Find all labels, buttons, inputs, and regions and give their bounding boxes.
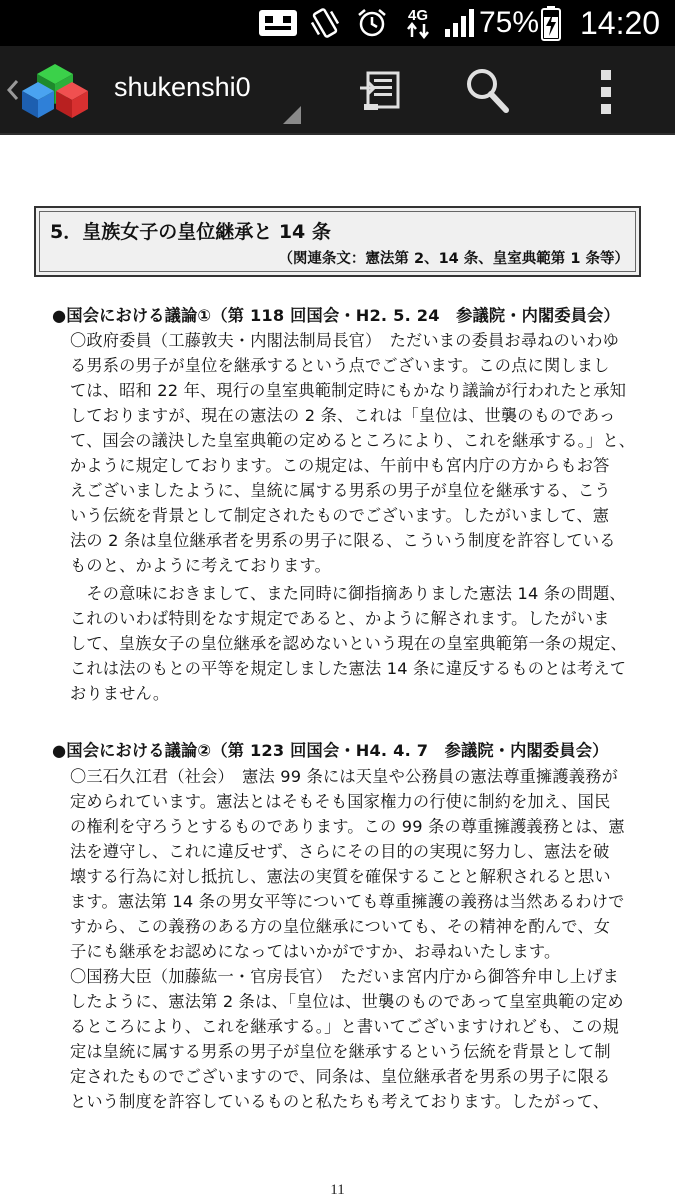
document-title[interactable]: shukenshi0 (114, 72, 251, 102)
section-title: 5．皇族女子の皇位継承と 14 条 (50, 221, 331, 243)
text-line: すから、この義務のある方の皇位継承についても、その精神を酌んで、女 (70, 917, 611, 936)
app-bar (0, 46, 675, 135)
overflow-menu-icon (590, 66, 624, 120)
text-line: したように、憲法第 2 条は、「皇位は、世襲のものであって皇室典範の定め (70, 992, 624, 1011)
text-line: 定は皇統に属する男系の男子が皇位を継承するという伝統を背景として制 (70, 1042, 611, 1061)
status-bar (0, 0, 675, 46)
text-line: しておりますが、現在の憲法の 2 条、これは「皇位は、世襲のものであっ (70, 406, 616, 425)
text-line: の権利を守ろうとするものであります。この 99 条の尊重擁護義務とは、憲 (70, 817, 625, 836)
page-number: 11 (330, 1182, 345, 1198)
text-line: て、国会の議決した皇室典範の定めるところにより、これを継承する。」と、 (70, 431, 636, 450)
app-logo-icon (22, 60, 88, 122)
vibrate-icon (310, 0, 340, 46)
text-line: 〇三石久江君（社会） 憲法 99 条には天皇や公務員の憲法尊重擁護義務が (70, 767, 618, 786)
4g-icon (400, 0, 436, 46)
text-line: いう伝統を背景として制定されたものでございます。したがいまして、憲 (70, 506, 610, 525)
network-label: 4G (407, 7, 429, 24)
text-line: えございましたように、皇統に属する男系の男子が皇位を継承する、こう (70, 481, 611, 500)
outline-list-icon (354, 64, 410, 118)
voicemail-icon (258, 0, 298, 46)
discussion-heading-1: ●国会における議論①（第 118 回国会・H2. 5. 24 参議院・内閣委員会） (52, 306, 620, 325)
text-line: 法の 2 条は皇位継承者を男系の男子に限る、こういう制度を許容している (70, 531, 616, 550)
spinner-corner-icon (283, 106, 301, 124)
section-subtitle: （関連条文：憲法第 2、14 条、皇室典範第 1 条等） (278, 251, 629, 267)
text-line: るところにより、これを継承する。」と書いてございますけれども、この規 (70, 1017, 620, 1036)
text-line: 定されたものでございますので、同条は、皇位継承者を男系の男子に限る (70, 1067, 611, 1086)
search-button[interactable] (460, 64, 516, 118)
text-line: おりません。 (70, 684, 170, 703)
text-line: 子にも継承をお認めになってはいかがですか、お尋ねいたします。 (70, 942, 561, 961)
text-line: これは法のもとの平等を規定しました憲法 14 条に違反するものとは考えて (70, 659, 627, 678)
text-line: という制度を許容しているものと私たちも考えております。したがって、 (70, 1092, 610, 1111)
section-box (34, 206, 641, 277)
text-line: かように規定しております。この規定は、午前中も宮内庁の方からもお答 (70, 456, 610, 475)
text-line: 〇国務大臣（加藤紘一・官房長官） ただいま宮内庁から御答弁申し上げま (70, 967, 620, 986)
text-line: 法を遵守し、これに違反せず、さらにその目的の実現に努力し、憲法を破 (70, 842, 610, 861)
clock-time: 14:20 (580, 4, 661, 41)
outline-button[interactable] (354, 64, 410, 118)
text-line: ては、昭和 22 年、現行の皇室典範制定時にもかなり議論が行われたと承知 (70, 381, 627, 400)
back-chevron-icon (6, 79, 20, 101)
text-line: 壊する行為に対し抵抗し、憲法の実質を確保することと解釈されると思い (70, 867, 611, 886)
text-line: これのいわば特則をなす規定であると、かように解されます。したがいま (70, 609, 610, 628)
home-up-button[interactable] (0, 46, 95, 133)
text-line: その意味におきまして、また同時に御指摘ありました憲法 14 条の問題、 (70, 584, 626, 603)
battery-percent: 75% (479, 6, 540, 39)
signal-icon (444, 0, 476, 46)
search-icon (460, 64, 516, 118)
alarm-icon (356, 0, 388, 46)
text-line: ものと、かように考えております。 (70, 556, 331, 575)
text-line: 定められています。憲法とはそもそも国家権力の行使に制約を加え、国民 (70, 792, 611, 811)
text-line: して、皇族女子の皇位継承を認めないという現在の皇室典範第一条の規定、 (70, 634, 627, 653)
document-page[interactable] (0, 135, 675, 1200)
text-line: ます。憲法第 14 条の男女平等についても尊重擁護の義務は当然あるわけで (70, 892, 625, 911)
overflow-menu-button[interactable] (590, 66, 624, 120)
battery-charging-icon (540, 0, 562, 46)
text-line: 〇政府委員（工藤敦夫・内閣法制局長官） ただいまの委員お尋ねのいわゆ (70, 331, 620, 350)
discussion-heading-2: ●国会における議論②（第 123 回国会・H4. 4. 7 参議院・内閣委員会） (52, 741, 609, 760)
text-line: る男系の男子が皇位を継承するという点でございます。この点に関しまし (70, 356, 610, 375)
